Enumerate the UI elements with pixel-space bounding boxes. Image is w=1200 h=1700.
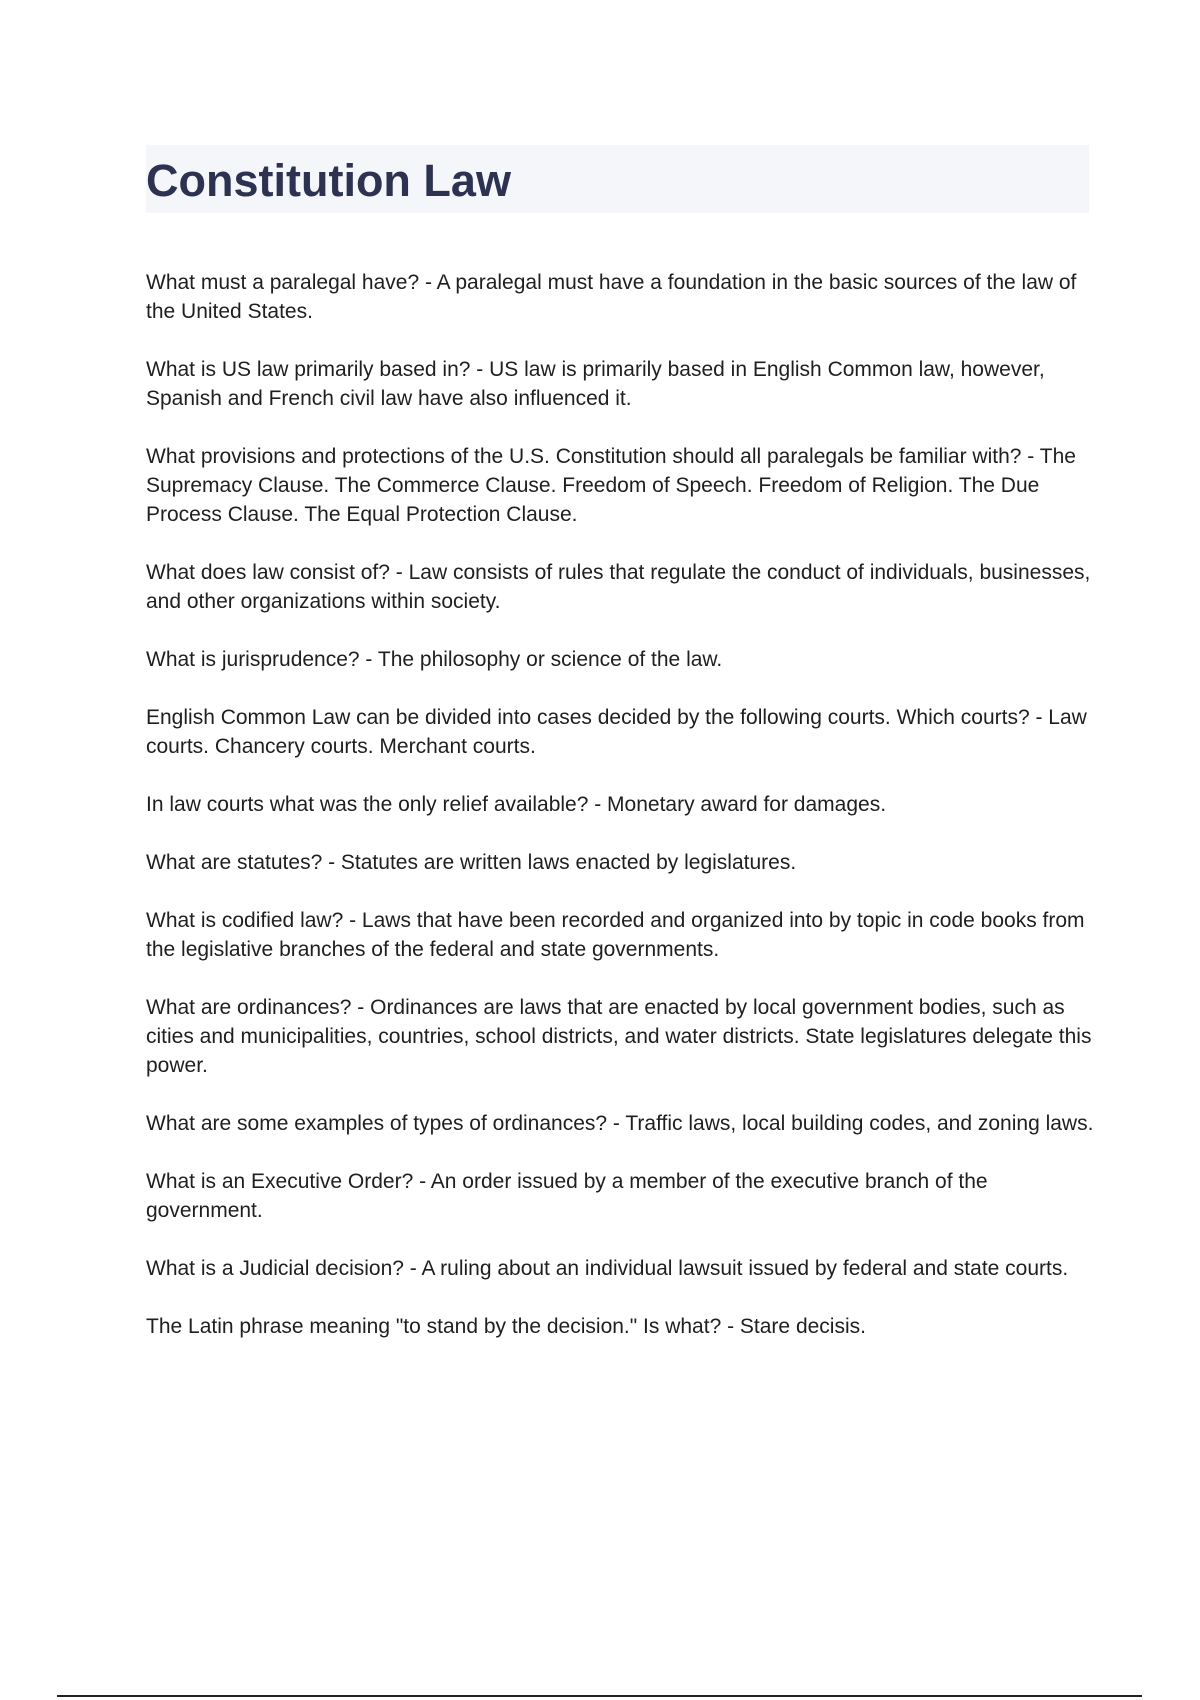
qa-item-judicial-decision: What is a Judicial decision? - A ruling about an individual lawsuit issued by federal and state courts. <box>146 1257 1069 1280</box>
qa-item-statutes: What are statutes? - Statutes are written laws enacted by legislatures. <box>146 851 797 874</box>
qa-item-common-law-courts: English Common Law can be divided into cases decided by the following courts. Which courts? - Law courts. Chancery courts. Merchant courts. <box>146 706 1087 758</box>
qa-item-ordinance-examples: What are some examples of types of ordinances? - Traffic laws, local building codes, and zoning laws. <box>146 1112 1094 1135</box>
qa-item-constitution-provisions: What provisions and protections of the U.S. Constitution should all paralegals be familiar with? - The Supremacy Clause. The Commerce Clause. Freedom of Speech. Freedom of Religion. The Due Process Clause. The Equal Protection Clause. <box>146 445 1076 526</box>
qa-item-ordinances: What are ordinances? - Ordinances are laws that are enacted by local government bodies, such as cities and municipalities, countries, school districts, and water districts. State legislatures delegate this power. <box>146 996 1092 1077</box>
footer-divider <box>57 1695 1142 1697</box>
qa-item-paralegal-foundation: What must a paralegal have? - A paralegal must have a foundation in the basic sources of the law of the United States. <box>146 271 1077 323</box>
qa-item-codified-law: What is codified law? - Laws that have been recorded and organized into by topic in code books from the legislative branches of the federal and state governments. <box>146 909 1085 961</box>
qa-list <box>146 268 1096 1370</box>
title-banner <box>146 145 1089 213</box>
qa-item-stare-decisis: The Latin phrase meaning "to stand by the decision." Is what? - Stare decisis. <box>146 1315 866 1338</box>
qa-item-law-courts-relief: In law courts what was the only relief available? - Monetary award for damages. <box>146 793 887 816</box>
qa-item-executive-order: What is an Executive Order? - An order issued by a member of the executive branch of the government. <box>146 1170 988 1222</box>
page-title: Constitution Law <box>146 155 511 206</box>
qa-item-jurisprudence: What is jurisprudence? - The philosophy or science of the law. <box>146 648 723 671</box>
qa-item-us-law-basis: What is US law primarily based in? - US law is primarily based in English Common law, however, Spanish and French civil law have also influenced it. <box>146 358 1045 410</box>
qa-item-law-consists-of: What does law consist of? - Law consists of rules that regulate the conduct of individuals, businesses, and other organizations within society. <box>146 561 1091 613</box>
